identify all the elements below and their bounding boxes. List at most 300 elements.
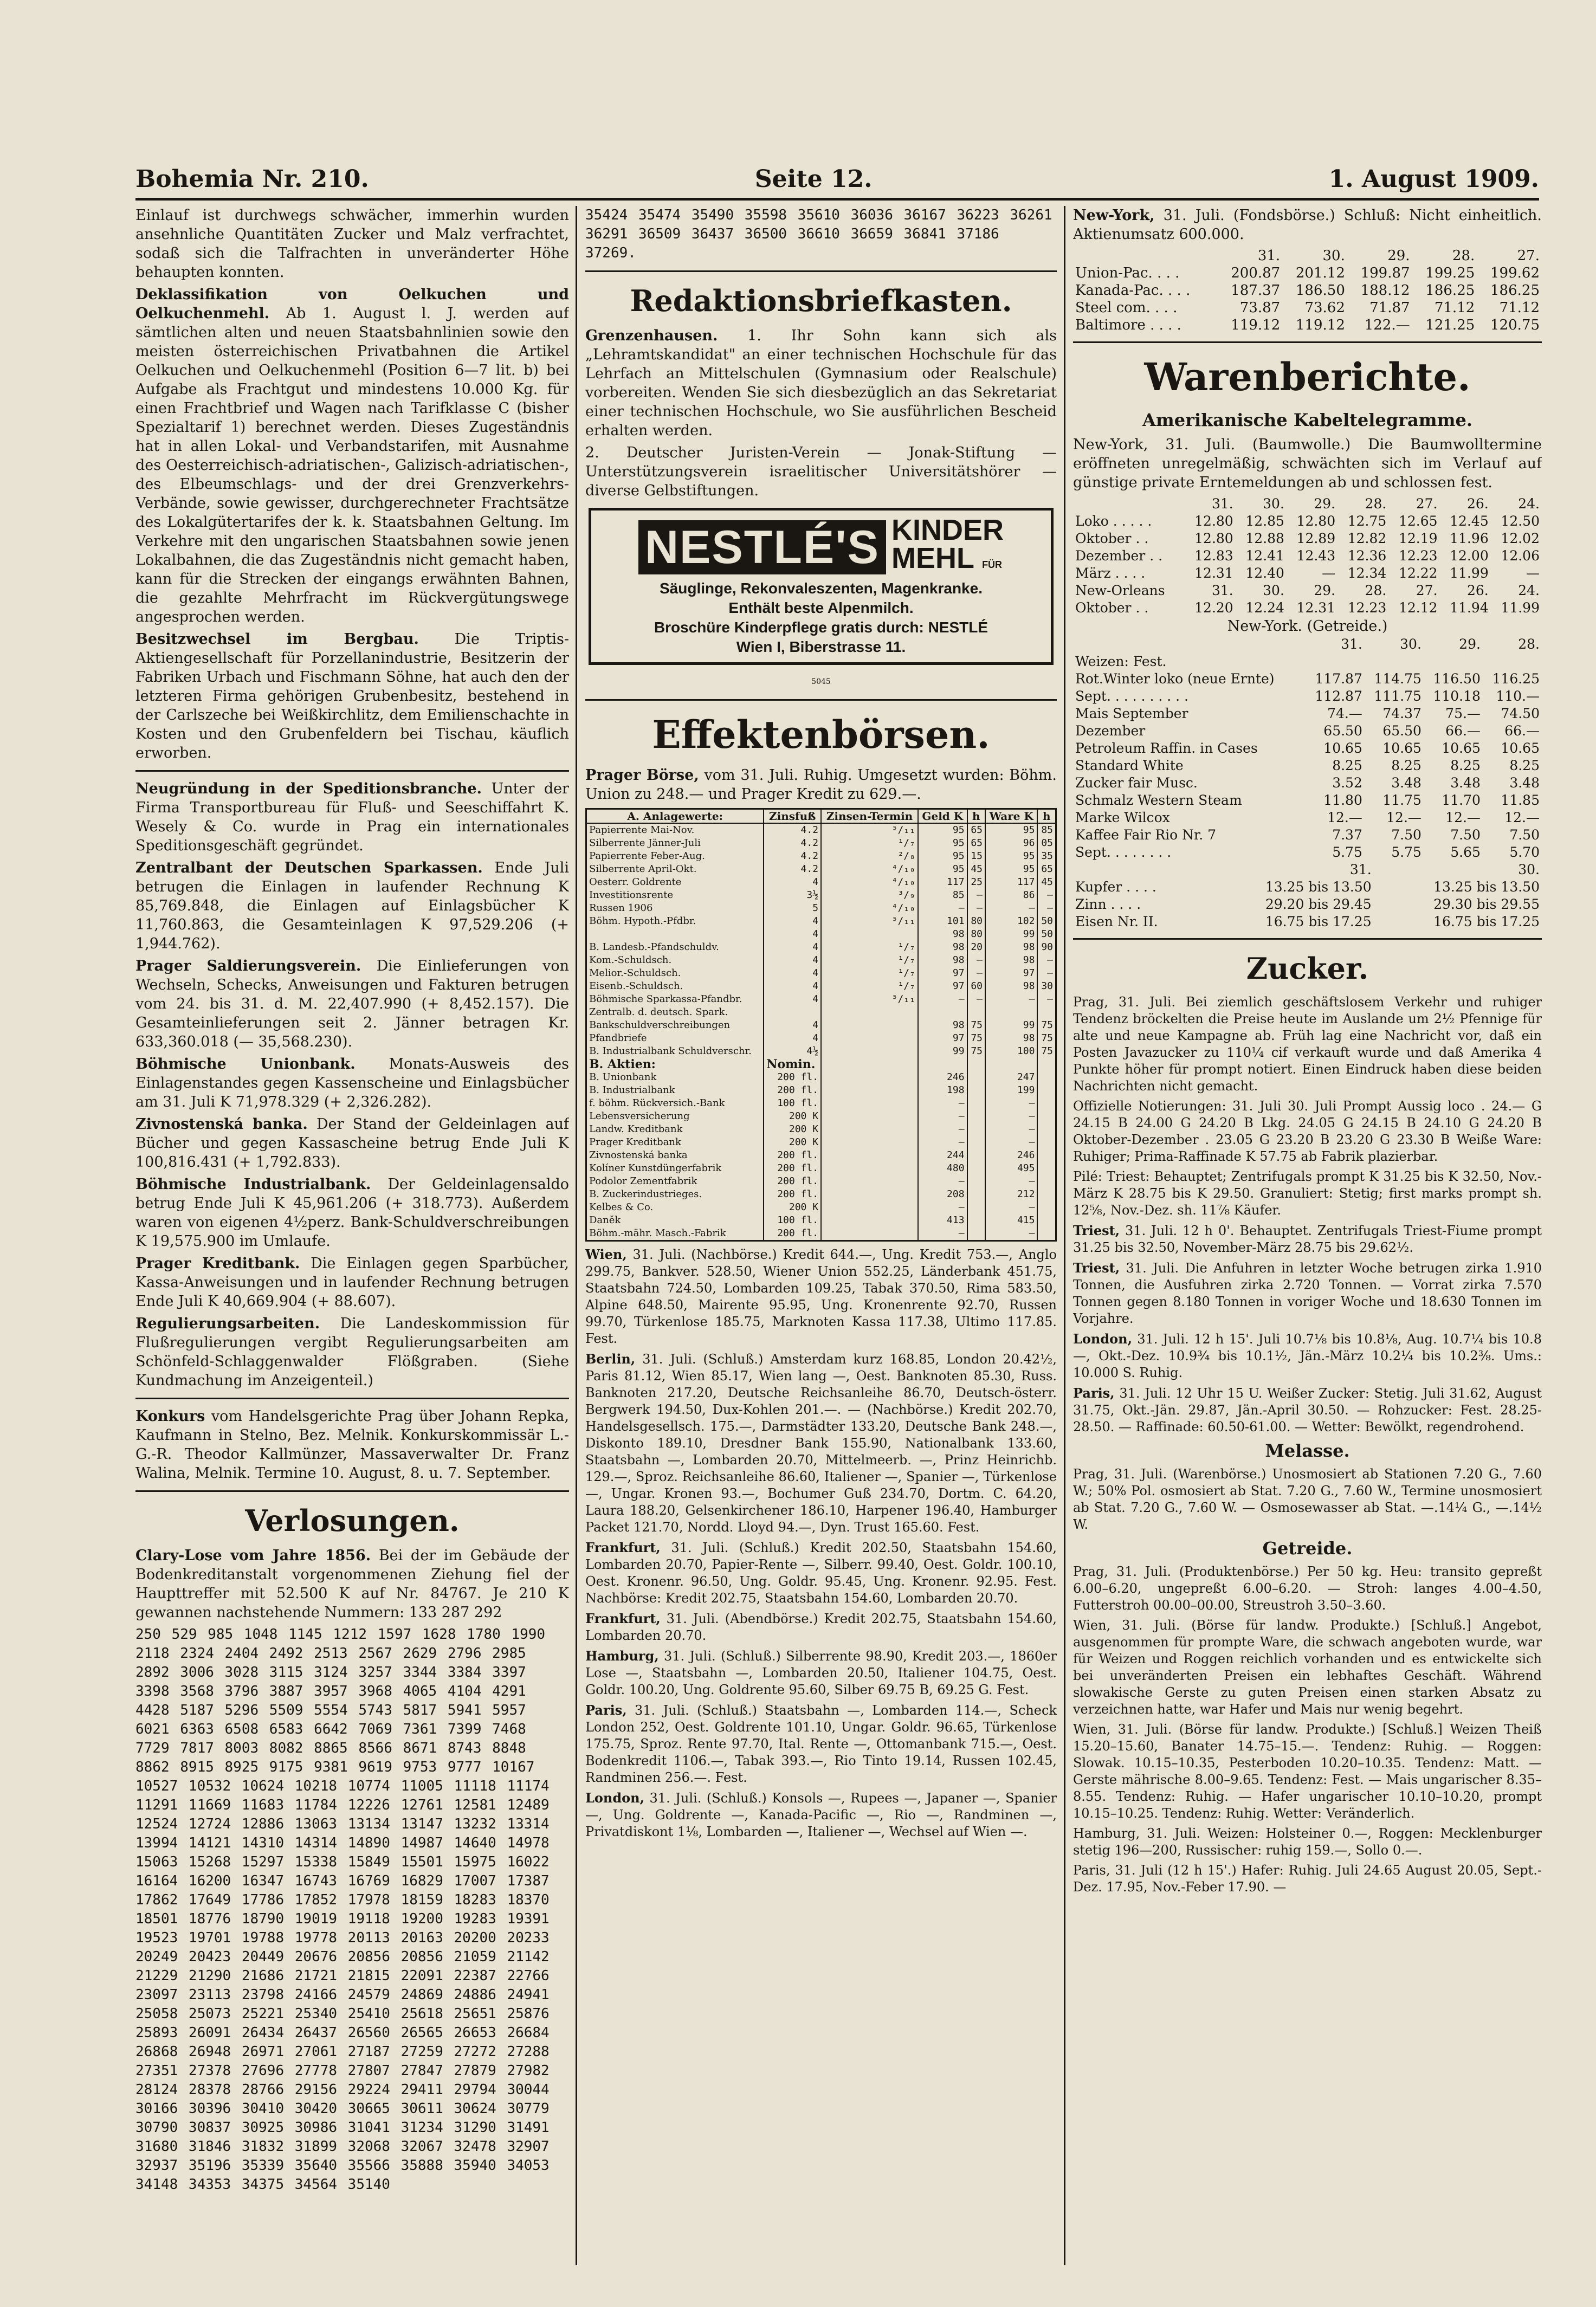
table-cell: 31.	[1349, 862, 1372, 877]
market-report	[585, 1702, 1057, 1786]
ad-product-line2: MEHL	[891, 542, 974, 574]
table-header: Ware K	[985, 809, 1037, 824]
table-cell: —	[918, 1227, 967, 1241]
market-name: Berlin,	[585, 1351, 636, 1367]
article-heading: Böhmische Unionbank.	[135, 1056, 356, 1072]
table-cell: Melior.-Schuldsch.	[586, 967, 764, 980]
cotton-table	[1073, 495, 1542, 617]
table-cell: 96	[985, 837, 1037, 850]
table-cell: 7.50	[1509, 827, 1540, 843]
table-cell: 7.37	[1332, 827, 1362, 843]
market-report	[1073, 1385, 1542, 1436]
table-cell	[967, 1214, 985, 1227]
table-cell: Böhmische Sparkassa-Pfandbr.	[586, 993, 764, 1006]
table-cell	[1037, 1058, 1056, 1071]
table-cell: ¹/₇	[821, 837, 918, 850]
market-name: New-York,	[1073, 207, 1155, 224]
table-cell: 13.25 bis 13.50	[1433, 879, 1540, 895]
section-title-zucker: Zucker.	[1246, 951, 1369, 986]
table-cell: New-Orleans	[1075, 583, 1165, 598]
table-cell: Standard White	[1075, 758, 1184, 773]
table-cell: Podolor Zementfabrik	[586, 1175, 764, 1188]
table-row	[1073, 878, 1542, 896]
table-cell: 12.80	[1296, 513, 1336, 529]
table-cell	[821, 1097, 918, 1110]
table-cell: 5	[764, 902, 821, 915]
table-cell: 199	[985, 1084, 1037, 1097]
table-cell: 100 fl.	[764, 1097, 821, 1110]
table-cell: —	[918, 1097, 967, 1110]
table-row	[1073, 896, 1542, 913]
table-cell: 27.	[1517, 248, 1540, 264]
table-row	[1073, 316, 1542, 334]
table-cell: 29.	[1314, 583, 1336, 598]
section-title-warenberichte: Warenberichte.	[1144, 354, 1471, 399]
table-cell	[821, 1188, 918, 1201]
table-cell: —	[967, 902, 985, 915]
table-cell	[821, 1084, 918, 1097]
table-cell: 30.	[1322, 248, 1345, 264]
table-cell: 200 fl.	[764, 1227, 821, 1241]
table-cell: 116.50	[1433, 671, 1481, 687]
table-cell: 110.—	[1496, 688, 1540, 704]
table-cell: Böhm.-mähr. Masch.-Fabrik	[586, 1227, 764, 1241]
table-cell: 201.12	[1295, 265, 1345, 281]
market-report: Pilé: Triest: Behauptet; Zentrifugals prompt K 31.25 bis K 32.50, Nov.-März K 28.75 bis K 29.50. Granuliert: Stetig; first marks prompt sh. 12⅝, Nov.-Dez. sh. 11⅞ Käufer.	[1073, 1169, 1542, 1218]
table-cell: —	[918, 993, 967, 1006]
table-cell: ¹/₇	[821, 980, 918, 993]
table-cell: 65	[967, 837, 985, 850]
table-cell: Kupfer . . . .	[1075, 879, 1156, 895]
lottery-numbers: 250 529 985 1048 1145 1212 1597 1628 1780 1990 2118 2324 2404 2492 2513 2567 2629 2796 2985 2892 3006 3028 3115 3124 3257 3344 3384 3397 3398 3568 3796 3887 3957 3968 4065 4104 4291 4428 5187 5296 5509 5554 5743 5817 5941 5957 6021 6363 6508 6583 6642 7069 7361 7399 7468 7729 7817 8003 8082 8865 8566 8671 8743 8848 8862 8915 8925 9175 9381 9619 9753 9777 10167 10527 10532 10624 10218 10774 11005 11118 11174 11291 11669 11683 11784 12226 12761 12581 12489 12524 12724 12886 13063 13134 13147 13232 13314 13994 14121 14310 14314 14890 14987 14640 14978 15063 15268 15297 15338 15849 15501 15975 16022 16164 16200 16347 16743 16769 16829 17007 17387 17862 17649 17786 17852 17978 18159 18283 18370 18501 18776 18790 19019 19118 19200 19283 19391 19523 19701 19788 19778 20113 20163 20200 20233 20249 20423 20449 20676 20856 20856 21059 21142 21229 21290 21686 21721 21815 22091 22387 22766 23097 23113 23798 24166 24579 24869 24886 24941 25058 25073 25221 25340 25410 25618 25651 25876 25893 26091 26434 26437 26560 26565 26653 26684 26868 26948 26971 27061 27187 27259 27272 27288 27351 27378 27696 27778 27807 27847 27879 27982 28124 28378 28766 29156 29224 29411 29794 30044 30166 30396 30410 30420 30665 30611 30624 30779 30790 30837 30925 30986 31041 31234 31290 31491 31680 31846 31832 31899 32068 32067 32478 32907 32937 35196 35339 35640 35566 35888 35940 34053 34148 34353 34375 34564 35140	[135, 1626, 550, 2193]
table-cell: 12.22	[1398, 565, 1438, 581]
table-cell: Eisenb.-Schuldsch.	[586, 980, 764, 993]
table-cell: 117.87	[1315, 671, 1362, 687]
table-cell: 186.50	[1295, 282, 1345, 299]
table-cell	[967, 1136, 985, 1149]
table-cell: Kanada-Pac. . . .	[1075, 282, 1191, 299]
table-cell: 12.—	[1386, 810, 1421, 825]
table-cell: —	[1037, 889, 1056, 902]
market-report: Paris, 31. Juli (12 h 15'.) Hafer: Ruhig. Juli 24.65 August 20.05, Sept.-Dez. 17.95, Nov.-Feber 17.90. —	[1073, 1863, 1542, 1895]
table-cell	[821, 1123, 918, 1136]
table-cell: 3½	[764, 889, 821, 902]
table-cell: 187.37	[1231, 282, 1281, 299]
table-cell: Silberrente Jänner-Juli	[586, 837, 764, 850]
table-cell: 12.02	[1501, 531, 1540, 546]
table-row	[586, 837, 1056, 850]
table-cell	[821, 1110, 918, 1123]
table-cell	[821, 1201, 918, 1214]
table-cell	[1037, 1110, 1056, 1123]
table-cell: 12.88	[1245, 531, 1284, 546]
table-row	[586, 902, 1056, 915]
ad-line: Säuglinge, Rekonvaleszenten, Magenkranke.	[660, 580, 983, 597]
table-cell: 12.—	[1445, 810, 1481, 825]
table-cell: 12.40	[1245, 565, 1284, 581]
table-cell: 12.23	[1398, 548, 1438, 564]
table-cell: 4	[764, 954, 821, 967]
table-cell: 98	[918, 954, 967, 967]
table-header: h	[967, 809, 985, 824]
table-cell: 117	[985, 876, 1037, 889]
table-cell	[821, 1019, 918, 1032]
table-cell	[1037, 1071, 1056, 1084]
table-cell: Zivnostenská banka	[586, 1149, 764, 1162]
table-cell	[1037, 1227, 1056, 1241]
table-cell: —	[985, 902, 1037, 915]
table-body-aktien	[586, 1071, 1056, 1241]
table-cell: 12.80	[1194, 531, 1233, 546]
table-cell: 199.87	[1360, 265, 1410, 281]
table-cell: —	[967, 954, 985, 967]
table-row	[586, 1006, 1056, 1019]
table-cell: 116.25	[1492, 671, 1540, 687]
table-cell: 29.20 bis 29.45	[1265, 896, 1372, 912]
table-cell: 85	[1037, 823, 1056, 837]
table-cell: 12.45	[1450, 513, 1489, 529]
table-cell	[1483, 653, 1542, 670]
prager-boerse-table	[585, 808, 1057, 1242]
table-cell: 101	[918, 915, 967, 928]
table-cell: 85	[918, 889, 967, 902]
table-row	[1073, 653, 1542, 670]
market-text: 31. Juli. (Schluß.) Silberrente 98.90, Kredit 203.—, 1860er Lose —, Staatsbahn —, Lombarden 20.50, Italiener 104.75, Oest. Goldr. 100.20, Ung. Goldrente 95.60, Silber 69.75 B, 69.25 G. Fest.	[585, 1649, 1057, 1697]
table-cell: 97	[985, 967, 1037, 980]
table-cell: 415	[985, 1214, 1037, 1227]
table-cell: ¹/₇	[821, 941, 918, 954]
table-cell	[1037, 1162, 1056, 1175]
column-right	[1073, 206, 1542, 2282]
divider	[135, 1490, 569, 1492]
table-cell: 4	[764, 967, 821, 980]
market-name: London,	[1073, 1331, 1132, 1347]
column-middle	[585, 206, 1057, 2282]
divider	[1073, 938, 1542, 940]
table-cell: 65.50	[1382, 723, 1421, 739]
table-cell: 95	[918, 850, 967, 863]
table-row	[1073, 913, 1542, 930]
table-cell: ¹/₇	[821, 954, 918, 967]
table-cell: 65.50	[1323, 723, 1362, 739]
table-cell: 29.	[1459, 636, 1481, 652]
table-cell: 111.75	[1374, 688, 1421, 704]
table-row	[586, 967, 1056, 980]
table-cell: 110.18	[1433, 688, 1481, 704]
table-cell: 71.87	[1369, 300, 1410, 316]
table-cell	[985, 1006, 1037, 1019]
table-cell: —	[985, 1201, 1037, 1214]
table-cell: 4	[764, 980, 821, 993]
market-report: Prag, 31. Juli. (Produktenbörse.) Per 50 kg. Heu: transito gepreßt 6.00–6.20, ungepreßt 6.00–6.20. — Stroh: langes 4.00–4.50, Futterstroh 00.00–00.00, Streustroh 3.50–3.60.	[1073, 1564, 1542, 1613]
table-row	[1073, 299, 1542, 316]
table-cell: 12.20	[1194, 600, 1233, 616]
table-cell: Schmalz Western Steam	[1075, 792, 1242, 808]
table-cell: 4	[764, 993, 821, 1006]
ad-brand-name: NESTLÉ'S	[638, 520, 886, 574]
table-cell	[1037, 1149, 1056, 1162]
market-report	[1073, 1330, 1542, 1381]
header-page-number: Seite 12.	[754, 165, 873, 193]
table-cell: 95	[918, 823, 967, 837]
table-cell: ⁴/₁₀	[821, 863, 918, 876]
letter-text: 1. Ihr Sohn kann sich als „Lehramtskandidat" an einer technischen Hochschule für das Lehrfach an Mittelschulen (Gymnasium oder Realschule) vorbereiten. Wenden Sie sich diesbezüglich an das Sekretariat einer technischen Hochschule, wo Sie ausführlichen Bescheid erhalten werden.	[585, 327, 1057, 439]
table-cell	[967, 1006, 985, 1019]
table-cell: 12.82	[1347, 531, 1387, 546]
subsection-title: Melasse.	[1265, 1440, 1350, 1461]
table-cell: —	[985, 1175, 1037, 1188]
table-cell: 119.12	[1295, 317, 1345, 333]
table-cell: B. Industrialbank Schuldverschr.	[586, 1045, 764, 1058]
table-cell: Loko . . . . .	[1075, 513, 1152, 529]
table-row	[586, 993, 1056, 1006]
table-cell: 12.19	[1398, 531, 1438, 546]
table-cell: 75	[967, 1045, 985, 1058]
table-cell: —	[918, 902, 967, 915]
table-cell: —	[1037, 993, 1056, 1006]
table-cell: 244	[918, 1149, 967, 1162]
table-row	[586, 876, 1056, 889]
table-cell: Investitionsrente	[586, 889, 764, 902]
table-cell	[1073, 247, 1217, 264]
table-cell: 12.50	[1501, 513, 1540, 529]
table-cell: 27.	[1416, 583, 1438, 598]
market-report	[1073, 1259, 1542, 1327]
article-text: Die Landeskommission für Flußregulierungen vergibt Regulierungsarbeiten am Schönfeld-Schlaggenwalder Flößgraben. (Siehe Kundmachung im Anzeigenteil.)	[135, 1315, 569, 1389]
table-cell: 11.80	[1323, 792, 1362, 808]
table-row	[586, 1032, 1056, 1045]
table-cell: 30.	[1263, 496, 1284, 512]
table-cell: 26.	[1466, 583, 1489, 598]
article-heading: Zivnostenská banka.	[135, 1116, 308, 1133]
table-cell: 75	[1037, 1045, 1056, 1058]
ad-line: Enthält beste Alpenmilch.	[728, 599, 914, 616]
table-cell: 86	[985, 889, 1037, 902]
table-cell: 186.25	[1490, 282, 1540, 299]
table-cell: 11.94	[1450, 600, 1489, 616]
table-header: A. Anlagewerte:	[586, 809, 764, 824]
article-heading: Böhmische Industrialbank.	[135, 1176, 371, 1193]
table-row	[1073, 774, 1542, 792]
table-row	[586, 980, 1056, 993]
table-cell	[967, 1201, 985, 1214]
table-cell: 10.65	[1382, 740, 1421, 756]
table-cell: 102	[985, 915, 1037, 928]
table-body	[1073, 247, 1542, 334]
table-row	[586, 863, 1056, 876]
table-cell: 97	[918, 980, 967, 993]
article-paragraph	[135, 779, 569, 855]
table-cell: 5.75	[1391, 844, 1421, 860]
table-cell: 200 K	[764, 1110, 821, 1123]
table-cell: 25	[967, 876, 985, 889]
table-cell: Daněk	[586, 1214, 764, 1227]
table-cell: —	[1037, 902, 1056, 915]
table-cell	[821, 1058, 918, 1071]
table-cell: B. Zuckerindustrieges.	[586, 1188, 764, 1201]
table-cell: 11.96	[1450, 531, 1489, 546]
table-cell: 05	[1037, 837, 1056, 850]
table-cell: 186.25	[1425, 282, 1475, 299]
table-cell: 198	[918, 1084, 967, 1097]
table-cell: 122.—	[1364, 317, 1410, 333]
subsection-label: New-York. (Getreide.)	[1227, 618, 1388, 635]
table-row	[1073, 599, 1542, 617]
table-cell: 27.	[1416, 496, 1438, 512]
table-cell	[821, 1032, 918, 1045]
table-cell: 8.25	[1391, 758, 1421, 773]
table-row	[586, 1123, 1056, 1136]
table-cell: 7.50	[1450, 827, 1481, 843]
table-cell: 200 fl.	[764, 1188, 821, 1201]
table-row	[586, 1227, 1056, 1241]
table-cell: —	[985, 1123, 1037, 1136]
table-cell: 98	[985, 1032, 1037, 1045]
table-row	[586, 1214, 1056, 1227]
table-cell: —	[918, 1110, 967, 1123]
table-cell: —	[1037, 954, 1056, 967]
table-cell: 99	[918, 1045, 967, 1058]
letter-answer	[585, 326, 1057, 440]
table-cell: 5.70	[1509, 844, 1540, 860]
table-cell: 200 fl.	[764, 1175, 821, 1188]
article-text: Ab 1. August l. J. werden auf sämtlichen alten und neuen Staatsbahnlinien sowie den meisten österreichischen Privatbahnen die Artikel Oelkuchen und Oelkuchenmehl (Position 6—7 lit. b) bei Aufgabe als Frachtgut und mindestens 10.000 Kg. für einen Frachtbrief und Wagen nach Tarifklasse C (bisher Spezialtarif 1) berechnet werden. Dieses Zugeständnis hat in allen Lokal- und Verbandstarifen, mit Ausnahme des Oesterreichisch-adriatischen-, Galizisch-adriatischen-, des Elbeumschlags- und der drei Grenzverkehrs-Verbände, sowie gewisser, durchgerechneter Frachtsätze des Lokalgütertarifes der k. k. Staatsbahnen Geltung. Im Verkehre mit den ungarischen Staatsbahnen sowie jenen Lokalbahnen, die das Zugeständnis nicht gemacht haben, kann für die Strecken der eingangs erwähnten Bahnen, die gezahlte Mehrfracht im Rückvergütungswege angesprochen werden.	[135, 305, 569, 625]
table-row	[1073, 565, 1542, 582]
article-paragraph	[135, 1314, 569, 1390]
table-row	[1073, 530, 1542, 547]
table-cell	[821, 1071, 918, 1084]
divider	[135, 770, 569, 772]
table-cell	[821, 1175, 918, 1188]
table-cell	[1365, 653, 1424, 670]
table-cell: 73.62	[1304, 300, 1345, 316]
table-cell: Prager Kreditbank	[586, 1136, 764, 1149]
table-cell: 3.48	[1509, 775, 1540, 791]
market-name: Prager Börse,	[585, 767, 699, 784]
table-cell	[821, 1136, 918, 1149]
table-cell: Weizen: Fest.	[1075, 654, 1167, 669]
table-cell: Nomin.	[764, 1058, 821, 1071]
article-paragraph	[135, 858, 569, 953]
table-cell: 71.12	[1499, 300, 1540, 316]
table-cell: ⁵/₁₁	[821, 915, 918, 928]
table-cell: 97	[918, 1032, 967, 1045]
market-report	[1073, 1222, 1542, 1256]
table-cell: 12.65	[1398, 513, 1438, 529]
table-cell: —	[985, 1097, 1037, 1110]
article-paragraph	[135, 1055, 569, 1112]
table-cell: 65	[1037, 863, 1056, 876]
table-cell: 8.25	[1332, 758, 1362, 773]
table-cell: ⁴/₁₀	[821, 902, 918, 915]
article-heading: Zentralbant der Deutschen Sparkassen.	[135, 860, 483, 876]
table-cell	[985, 1058, 1037, 1071]
table-row	[586, 850, 1056, 863]
table-cell: 112.87	[1315, 688, 1362, 704]
table-body	[1073, 861, 1542, 930]
table-cell: 120.75	[1490, 317, 1540, 333]
article-paragraph	[135, 285, 569, 626]
table-cell: 97	[918, 967, 967, 980]
table-cell: Böhm. Hypoth.-Pfdbr.	[586, 915, 764, 928]
table-cell: 71.12	[1434, 300, 1475, 316]
table-cell: 7.50	[1391, 827, 1421, 843]
table-cell: Rot.Winter loko (neue Ernte)	[1075, 671, 1275, 687]
market-name: Frankfurt,	[585, 1611, 661, 1626]
table-row	[1073, 844, 1542, 861]
ad-product	[891, 516, 1004, 579]
table-cell: 212	[985, 1188, 1037, 1201]
table-row	[1073, 513, 1542, 530]
table-cell: 12.41	[1245, 548, 1284, 564]
table-cell: 100	[985, 1045, 1037, 1058]
market-report: Wien, 31. Juli. (Börse für landw. Produkte.) [Schluß.] Weizen Theiß 15.20–15.60, Banater 14.75–15.—. Tendenz: Ruhig. — Roggen: Slowak. 10.15–10.35, Pesterboden 10.20–10.35. Tendenz: Matt. — Gerste mährische 8.00–9.65. Tendenz: Fest. — Mais ungarischer 8.35–8.55. Tendenz: Ruhig. — Hafer ungarischer 10.10–10.20, prompt 10.15–10.25. Tendenz: Ruhig. Wetter: Veränderlich.	[1073, 1722, 1542, 1821]
table-row	[1073, 688, 1542, 705]
article-heading: Prager Kreditbank.	[135, 1255, 300, 1272]
market-report: New-York, 31. Juli. (Baumwolle.) Die Baumwolltermine eröffneten unregelmäßig, schwächten sich im Verlauf auf günstige private Erntemeldungen ab und schlossen fest.	[1073, 436, 1542, 491]
table-cell: 99	[985, 1019, 1037, 1032]
table-cell: 74.—	[1327, 706, 1362, 721]
table-row	[586, 823, 1056, 837]
table-body	[1073, 636, 1542, 861]
table-row	[586, 1071, 1056, 1084]
table-cell: 3.48	[1391, 775, 1421, 791]
table-row	[586, 1149, 1056, 1162]
table-cell: 95	[985, 863, 1037, 876]
ad-product-line1: KINDER	[891, 514, 1004, 546]
article-heading: Konkurs	[135, 1408, 205, 1425]
market-text: 31. Juli. (Schluß.) Kredit 202.50, Staatsbahn 154.60, Lombarden 20.70, Papier-Rente —, Silberr. 99.40, Oest. Goldr. 100.10, Oest. Kronenr. 96.50, Ung. Goldr. 95.45, Ung. Kronenr. 92.95. Fest. Nachbörse: Kredit 202.75, Staatsbahn 154.60, Lombarden 20.70.	[585, 1540, 1057, 1606]
market-name: Paris,	[1073, 1385, 1115, 1401]
table-cell: 24.	[1518, 496, 1540, 512]
table-cell: —	[967, 993, 985, 1006]
table-cell: B. Landesb.-Pfandschuldv.	[586, 941, 764, 954]
article-text: Ende Juli betrugen die Einlagen in laufender Rechnung K 85,769.848, die Einlagen auf Einlagsbücher K 11,760.863, die Gesamteinlagen K 97,529.206 (+ 1,944.762).	[135, 860, 569, 952]
table-cell: 188.12	[1360, 282, 1410, 299]
article-paragraph	[135, 1115, 569, 1172]
table-row	[586, 1110, 1056, 1123]
market-text: 31. Juli. 12 h 0'. Behauptet. Zentrifugals Triest-Fiume prompt 31.25 bis 32.50, November-März 28.75 bis 29.62½.	[1073, 1223, 1542, 1255]
table-row	[1073, 861, 1542, 878]
table-cell: 199.62	[1490, 265, 1540, 281]
market-text: 31. Juli. (Schluß.) Staatsbahn —, Lombarden 114.—, Scheck London 252, Oest. Goldrente 101.10, Ungar. Goldr. 96.65, Türkenlose 175.75, Sproz. Rente 97.70, Ital. Rente —, Ottomanbank 715.—, Oest. Bodenkredit 1106.—, Tabak 393.—, Rio Tinto 19.14, Russen 102.45, Randminen 256.—. Fest.	[585, 1703, 1057, 1785]
table-cell	[1037, 1006, 1056, 1019]
table-cell: ⁵/₁₁	[821, 993, 918, 1006]
table-cell: 413	[918, 1214, 967, 1227]
table-cell: 4½	[764, 1045, 821, 1058]
table-cell	[967, 1175, 985, 1188]
table-cell: 4.2	[764, 837, 821, 850]
table-cell: f. böhm. Rückversich.-Bank	[586, 1097, 764, 1110]
article-heading: Regulierungsarbeiten.	[135, 1315, 320, 1332]
table-cell: 12.—	[1327, 810, 1362, 825]
table-row	[586, 1136, 1056, 1149]
table-cell: —	[985, 1227, 1037, 1241]
table-cell: 75	[1037, 1032, 1056, 1045]
table-cell: Zentralb. d. deutsch. Spark.	[586, 1006, 764, 1019]
table-cell: ⁵/₁₁	[821, 823, 918, 837]
table-cell: 4	[764, 1032, 821, 1045]
subsection-title: Amerikanische Kabeltelegramme.	[1142, 410, 1472, 430]
table-cell	[1037, 1201, 1056, 1214]
table-cell: 12.80	[1194, 513, 1233, 529]
table-cell: 65	[967, 823, 985, 837]
table-cell: 11.99	[1450, 565, 1489, 581]
article-text: Monats-Ausweis des Einlagenstandes gegen Kassenscheine und Einlagsbücher am 31. Juli K 71,978.329 (+ 2,326.282).	[135, 1056, 569, 1110]
divider	[135, 1398, 569, 1399]
table-cell: 75	[967, 1019, 985, 1032]
table-cell	[1037, 1084, 1056, 1097]
